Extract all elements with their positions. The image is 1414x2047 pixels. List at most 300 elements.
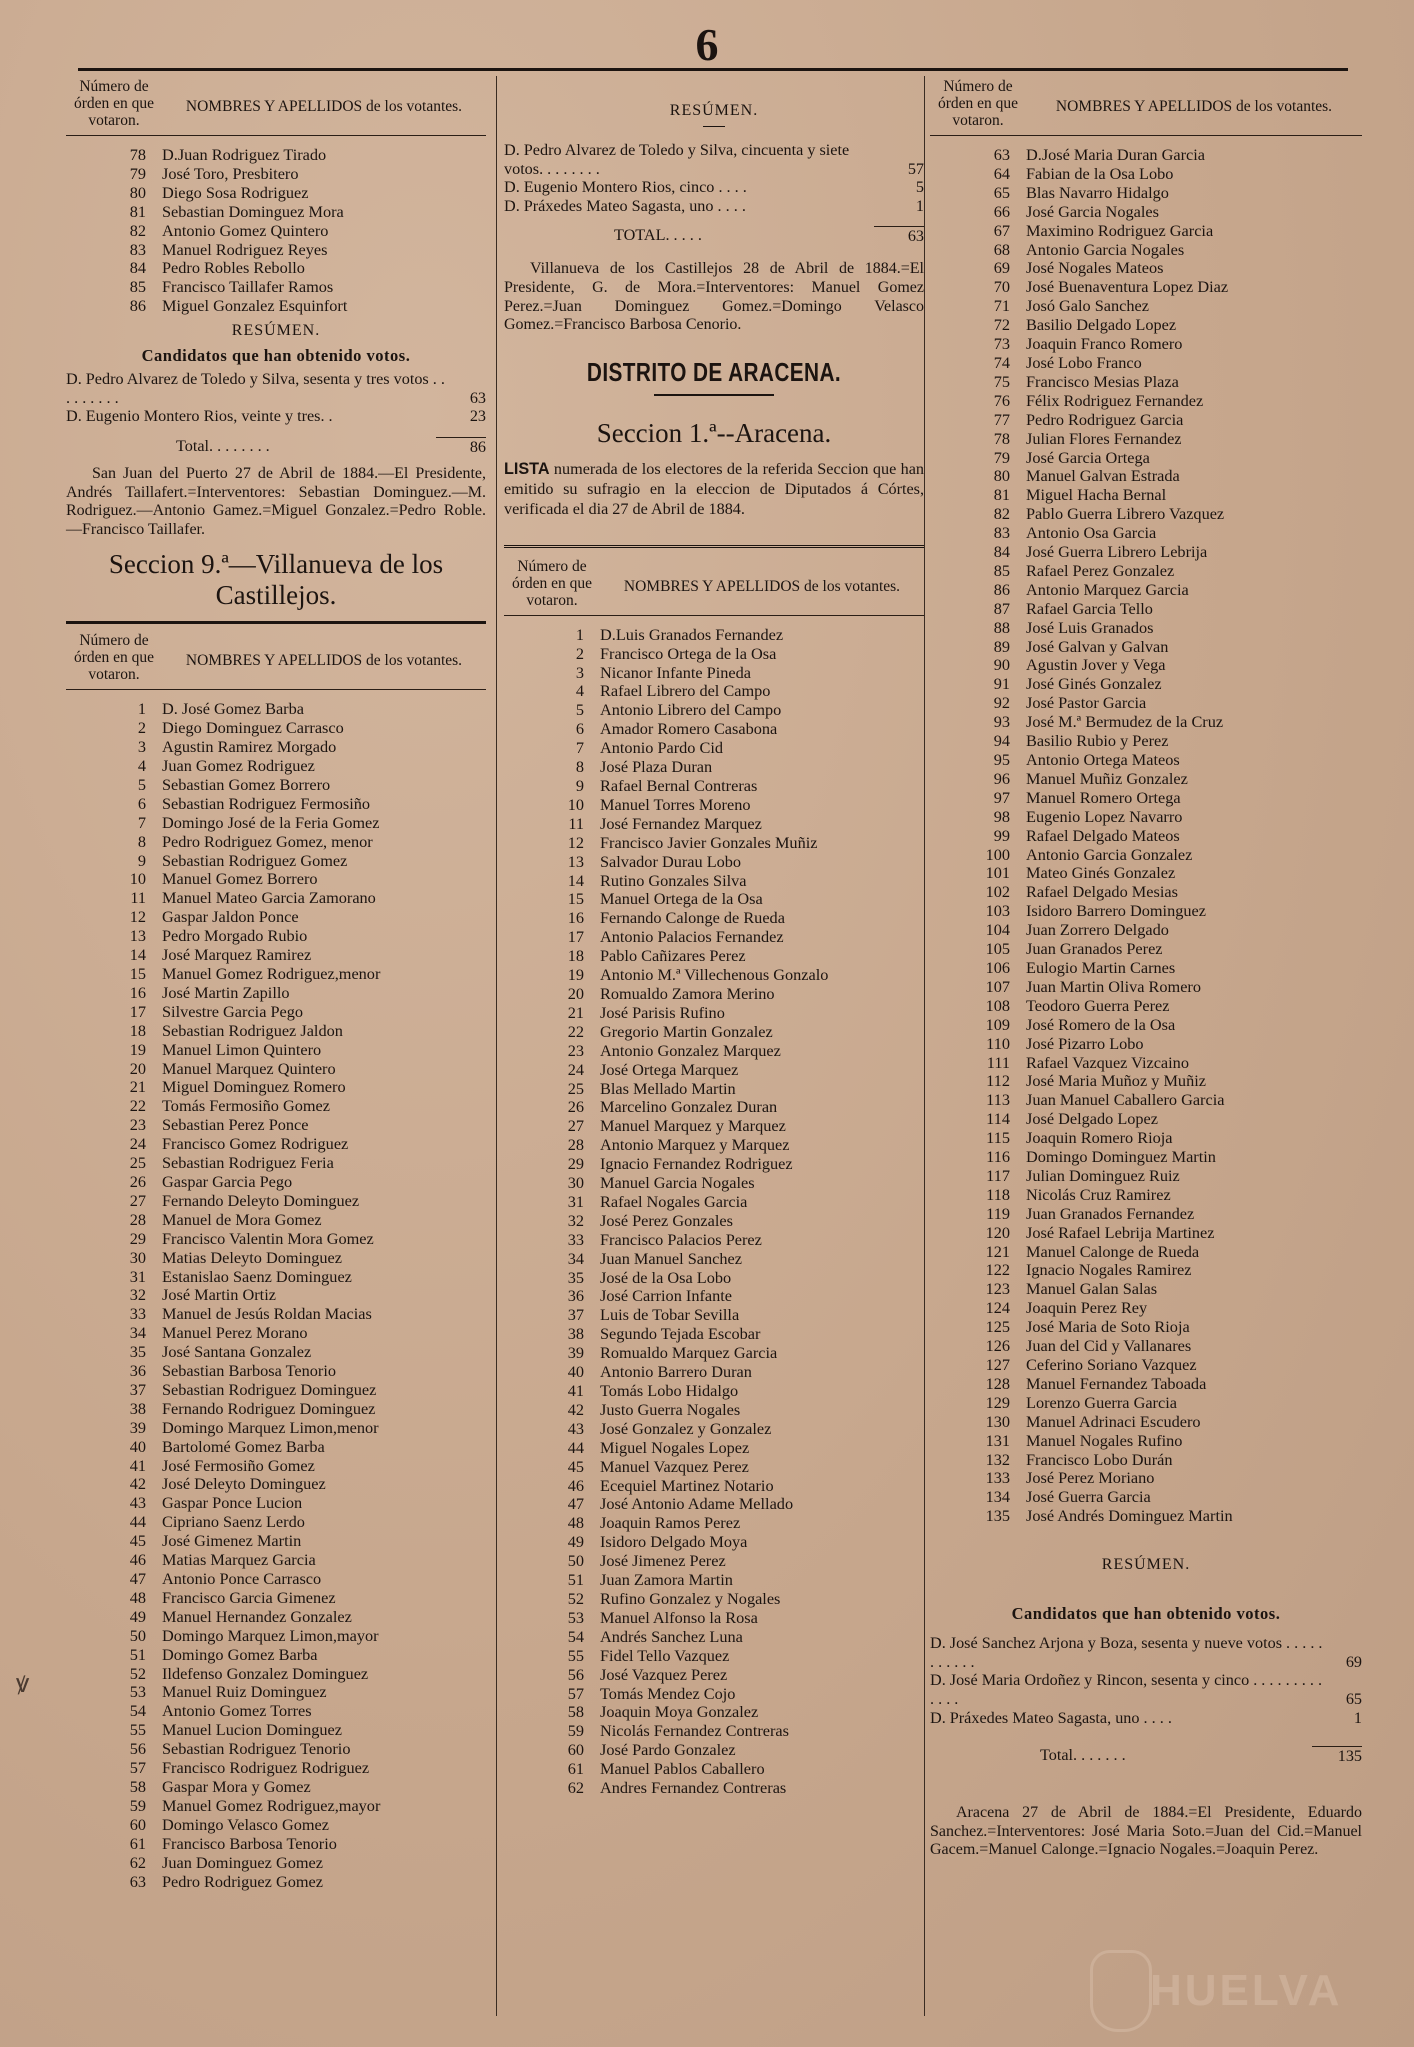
- table-row: [930, 259, 1362, 278]
- order-number: 35: [567, 1267, 584, 1287]
- order-number: 103: [985, 901, 1010, 921]
- voter-name: Manuel Limon Quintero: [162, 1040, 322, 1059]
- order-number: 19: [567, 965, 584, 985]
- voter-name: Amador Romero Casabona: [600, 720, 778, 739]
- header-names: NOMBRES Y APELLIDOS de los votantes.: [185, 652, 463, 670]
- table-row: [66, 1816, 486, 1835]
- voter-name: Francisco Javier Gonzales Muñiz: [600, 833, 818, 852]
- order-number: 14: [129, 945, 146, 965]
- table-row: [504, 872, 924, 891]
- table-row: [930, 770, 1362, 789]
- table-row: [66, 814, 486, 833]
- order-number: 36: [129, 1361, 146, 1381]
- table-row: [930, 297, 1362, 316]
- table-row: [930, 1054, 1362, 1073]
- order-number: 108: [985, 995, 1010, 1015]
- archive-seal-icon: [1090, 1950, 1152, 2032]
- voter-name: Joaquin Perez Rey: [1026, 1299, 1148, 1318]
- order-number: 135: [985, 1506, 1010, 1526]
- table-row: [930, 751, 1362, 770]
- order-number: 99: [993, 825, 1010, 845]
- table-row: [930, 827, 1362, 846]
- table-row: [504, 1741, 924, 1760]
- district-title: DISTRITO DE ARACENA.: [586, 356, 842, 387]
- table-row: [66, 1589, 486, 1608]
- order-number: 37: [129, 1379, 146, 1399]
- table-row: [66, 1060, 486, 1079]
- table-row: [66, 946, 486, 965]
- voter-name: Gaspar Garcia Pego: [162, 1172, 293, 1191]
- total-row: [66, 436, 486, 457]
- order-number: 49: [567, 1532, 584, 1552]
- table-row: [930, 1394, 1362, 1413]
- table-row: [66, 165, 486, 184]
- order-number: 54: [129, 1701, 146, 1721]
- voter-name: Pablo Guerra Librero Vazquez: [1026, 505, 1225, 524]
- table-row: [504, 1420, 924, 1439]
- voter-name: José Luis Granados: [1026, 618, 1154, 637]
- voter-name: Joaquin Moya Gonzalez: [600, 1703, 759, 1722]
- table-row: [504, 1212, 924, 1231]
- order-number: 38: [567, 1324, 584, 1344]
- voter-name: Diego Sosa Rodriguez: [162, 183, 309, 202]
- table-row: [504, 796, 924, 815]
- order-number: 11: [130, 888, 146, 908]
- order-number: 134: [985, 1487, 1010, 1507]
- voter-name: Salvador Durau Lobo: [600, 852, 742, 871]
- order-number: 50: [567, 1551, 584, 1571]
- order-number: 120: [985, 1222, 1010, 1242]
- candidate-votes: 65: [1345, 1689, 1362, 1708]
- table-row: [930, 1488, 1362, 1507]
- table-row: [504, 1514, 924, 1533]
- table-row: [66, 1797, 486, 1816]
- table-row: [930, 316, 1362, 335]
- voter-name: Domingo José de la Feria Gomez: [162, 813, 380, 832]
- ornament-rule: [654, 394, 774, 396]
- order-number: 44: [129, 1512, 146, 1532]
- order-number: 109: [985, 1014, 1010, 1034]
- list-intro: [504, 459, 924, 519]
- table-row: [504, 1647, 924, 1666]
- voter-name: Manuel Ruiz Dominguez: [162, 1683, 327, 1702]
- table-row: [504, 1382, 924, 1401]
- voter-name: Manuel Pablos Caballero: [600, 1760, 765, 1779]
- order-number: 30: [567, 1173, 584, 1193]
- candidate-row: [504, 197, 924, 216]
- voter-name: José Lobo Franco: [1026, 353, 1142, 372]
- candidates-list: [930, 1634, 1362, 1727]
- table-row: [66, 1286, 486, 1305]
- voters-list: [930, 146, 1362, 1526]
- voter-name: Isidoro Delgado Moya: [600, 1533, 748, 1552]
- table-row: [930, 241, 1362, 260]
- voter-name: Juan Manuel Caballero Garcia: [1026, 1091, 1225, 1110]
- voter-name: Teodoro Guerra Perez: [1026, 996, 1170, 1015]
- table-row: [504, 1061, 924, 1080]
- watermark-text: HUELVA: [1150, 1966, 1343, 2015]
- voter-name: Manuel Muñiz Gonzalez: [1026, 769, 1188, 788]
- table-row: [66, 184, 486, 203]
- table-row: [930, 1110, 1362, 1129]
- table-row: [930, 902, 1362, 921]
- section-title: Seccion 1.ª--Aracena.: [596, 417, 832, 448]
- table-row: [504, 1760, 924, 1779]
- table-row: [504, 928, 924, 947]
- voter-name: Antonio Garcia Nogales: [1026, 240, 1185, 259]
- voter-name: José Romero de la Osa: [1026, 1015, 1176, 1034]
- candidate-text: D. José Sanchez Arjona y Boza, sesenta y nueve votos . . . . . . . . . . .: [930, 1634, 1323, 1671]
- voter-name: Rafael Bernal Contreras: [600, 777, 758, 795]
- candidate-row: [504, 178, 924, 197]
- order-number: 57: [567, 1683, 584, 1703]
- candidate-text: D. Práxedes Mateo Sagasta, uno . . . .: [930, 1708, 1172, 1727]
- order-number: 11: [568, 813, 584, 833]
- table-row: [66, 1324, 486, 1343]
- total-value: 63: [874, 226, 924, 246]
- order-number: 61: [129, 1833, 146, 1853]
- total-label: TOTAL. . . . .: [614, 226, 702, 245]
- order-number: 9: [575, 776, 584, 795]
- voter-name: Sebastian Rodriguez Gomez: [162, 851, 348, 870]
- table-row: [930, 146, 1362, 165]
- voter-name: Francisco Rodriguez Rodriguez: [162, 1759, 370, 1778]
- order-number: 110: [986, 1033, 1010, 1053]
- total-value: 135: [1312, 1746, 1362, 1766]
- voter-name: José Garcia Nogales: [1026, 202, 1159, 221]
- voter-name: Cipriano Saenz Lerdo: [162, 1513, 305, 1532]
- order-number: 58: [129, 1776, 146, 1796]
- order-number: 70: [993, 277, 1010, 297]
- voter-name: José M.ª Bermudez de la Cruz: [1026, 713, 1224, 732]
- voter-name: Blas Navarro Hidalgo: [1026, 183, 1169, 202]
- order-number: 104: [985, 920, 1010, 940]
- order-number: 96: [993, 768, 1010, 788]
- table-row: [504, 1117, 924, 1136]
- table-row: [504, 815, 924, 834]
- table-row: [66, 1097, 486, 1116]
- voter-name: Francisco Taillafer Ramos: [162, 278, 334, 297]
- voter-name: Manuel Gomez Rodriguez,menor: [162, 965, 381, 983]
- voter-name: Rafael Vazquez Vizcaino: [1026, 1053, 1189, 1072]
- order-number: 7: [575, 738, 584, 758]
- order-number: 90: [993, 655, 1010, 675]
- voter-name: Fernando Deleyto Dominguez: [162, 1191, 360, 1210]
- voter-name: Antonio Gomez Torres: [162, 1702, 312, 1721]
- order-number: 121: [985, 1241, 1010, 1261]
- double-rule: [504, 545, 924, 548]
- order-number: 4: [575, 681, 584, 701]
- table-row: [930, 732, 1362, 751]
- voter-name: Sebastian Rodriguez Jaldon: [162, 1021, 343, 1040]
- voter-name: Manuel Ortega de la Osa: [600, 890, 763, 909]
- order-number: 39: [567, 1343, 584, 1363]
- order-number: 47: [129, 1569, 146, 1588]
- voter-name: Fabian de la Osa Lobo: [1026, 164, 1174, 183]
- voter-name: José Nogales Mateos: [1026, 259, 1164, 278]
- total-label: Total. . . . . . .: [1040, 1746, 1126, 1765]
- voter-name: José Martin Zapillo: [162, 983, 290, 1002]
- voter-name: Eulogio Martin Carnes: [1026, 958, 1176, 977]
- table-row: [930, 1072, 1362, 1091]
- table-row: [66, 984, 486, 1003]
- order-number: 64: [993, 163, 1010, 183]
- voter-name: Basilio Rubio y Perez: [1026, 732, 1169, 751]
- voter-name: Manuel Mateo Garcia Zamorano: [162, 889, 376, 908]
- voter-name: Domingo Gomez Barba: [162, 1645, 318, 1664]
- voter-name: Juan Zorrero Delgado: [1026, 921, 1169, 940]
- table-row: [66, 1721, 486, 1740]
- voter-name: Joaquin Romero Rioja: [1026, 1129, 1173, 1148]
- voter-name: Sebastian Rodriguez Dominguez: [162, 1380, 377, 1399]
- voter-name: Manuel Galvan Estrada: [1026, 467, 1180, 486]
- candidate-row: [930, 1634, 1362, 1671]
- order-number: 43: [129, 1493, 146, 1513]
- header-order-number: Número de órden en que votaron.: [73, 632, 155, 684]
- order-number: 48: [129, 1587, 146, 1607]
- table-row: [66, 1513, 486, 1532]
- candidate-row: [66, 370, 486, 407]
- voter-name: Pedro Robles Rebollo: [162, 259, 305, 278]
- table-row: [66, 1211, 486, 1230]
- order-number: 102: [985, 882, 1010, 902]
- header-order-number: Número de órden en que votaron.: [937, 78, 1019, 129]
- table-row: [66, 719, 486, 738]
- table-row: [504, 1628, 924, 1647]
- order-number: 56: [567, 1664, 584, 1684]
- voter-name: Ecequiel Martinez Notario: [600, 1476, 774, 1495]
- order-number: 72: [993, 315, 1010, 335]
- table-row: [504, 758, 924, 777]
- table-row: [930, 1016, 1362, 1035]
- voter-name: Manuel Marquez Quintero: [162, 1059, 336, 1078]
- voter-name: José Rafael Lebrija Martinez: [1026, 1223, 1215, 1242]
- table-row: [930, 694, 1362, 713]
- order-number: 84: [993, 542, 1010, 562]
- voter-name: Manuel de Jesús Roldan Macias: [162, 1305, 372, 1324]
- table-row: [504, 1344, 924, 1363]
- voters-table-header: [504, 558, 924, 616]
- voter-name: José Garcia Ortega: [1026, 448, 1150, 467]
- order-number: 18: [129, 1020, 146, 1040]
- table-row: [504, 1703, 924, 1722]
- table-row: [504, 985, 924, 1004]
- table-row: [66, 1702, 486, 1721]
- order-number: 81: [993, 485, 1010, 505]
- table-row: [66, 1873, 486, 1892]
- voter-name: Juan Manuel Sanchez: [600, 1249, 742, 1268]
- voter-name: Francisco Garcia Gimenez: [162, 1588, 336, 1607]
- voter-name: Antonio Marquez y Marquez: [600, 1136, 790, 1155]
- order-number: 5: [575, 700, 584, 720]
- table-row: [930, 808, 1362, 827]
- voter-name: Juan Gomez Rodriguez: [162, 757, 315, 776]
- order-number: 18: [567, 946, 584, 966]
- voter-name: José Maria de Soto Rioja: [1026, 1318, 1190, 1337]
- order-number: 28: [567, 1135, 584, 1155]
- voter-name: Matias Marquez Garcia: [162, 1551, 316, 1570]
- order-number: 25: [129, 1153, 146, 1173]
- table-row: [504, 1155, 924, 1174]
- voter-name: Pedro Rodriguez Gomez: [162, 1872, 323, 1891]
- table-row: [66, 1249, 486, 1268]
- order-number: 131: [985, 1430, 1010, 1450]
- table-row: [66, 1665, 486, 1684]
- candidate-text: D. Práxedes Mateo Sagasta, uno . . . .: [504, 196, 746, 215]
- table-row: [66, 1683, 486, 1702]
- order-number: 22: [567, 1021, 584, 1041]
- voter-name: Félix Rodriguez Fernandez: [1026, 391, 1204, 410]
- order-number: 133: [985, 1468, 1010, 1488]
- order-number: 34: [129, 1323, 146, 1343]
- voter-name: Miguel Gonzalez Esquinfort: [162, 297, 348, 316]
- order-number: 117: [986, 1165, 1010, 1185]
- voter-name: Francisco Lobo Durán: [1026, 1450, 1173, 1469]
- table-row: [504, 739, 924, 758]
- column-divider: [924, 76, 925, 2016]
- acta-text: San Juan del Puerto 27 de Abril de 1884.—El Presidente, Andrés Taillafert.=Interventores: Sebastian Dominguez.—M. Rodriguez.—Antonio Gamez.=Miguel Gonzalez.=Pedro Roble.—Francisco Taillafer.: [66, 464, 486, 538]
- order-number: 50: [129, 1625, 146, 1645]
- voter-name: Ceferino Soriano Vazquez: [1026, 1356, 1197, 1374]
- table-row: [66, 146, 486, 165]
- voter-name: Andres Fernandez Contreras: [600, 1779, 787, 1798]
- candidate-votes: 1: [915, 196, 924, 215]
- table-row: [66, 908, 486, 927]
- table-row: [930, 1413, 1362, 1432]
- order-number: 98: [993, 806, 1010, 826]
- voter-name: Manuel de Mora Gomez: [162, 1210, 322, 1229]
- order-number: 13: [129, 926, 146, 946]
- voter-name: José Fermosiño Gomez: [162, 1456, 315, 1475]
- voter-name: Manuel Romero Ortega: [1026, 788, 1181, 807]
- voter-name: Francisco Valentin Mora Gomez: [162, 1229, 374, 1248]
- order-number: 60: [129, 1814, 146, 1834]
- order-number: 21: [567, 1002, 584, 1022]
- table-row: [930, 165, 1362, 184]
- table-row: [66, 241, 486, 260]
- table-row: [930, 1469, 1362, 1488]
- voter-name: José Gimenez Martin: [162, 1532, 302, 1551]
- order-number: 25: [567, 1078, 584, 1098]
- order-number: 26: [567, 1097, 584, 1117]
- voter-name: Gregorio Martin Gonzalez: [600, 1022, 773, 1041]
- voter-name: Gaspar Ponce Lucion: [162, 1494, 303, 1513]
- order-number: 86: [993, 579, 1010, 599]
- voter-name: Rafael Delgado Mesias: [1026, 883, 1178, 902]
- header-names: NOMBRES Y APELLIDOS de los votantes.: [1055, 98, 1333, 115]
- table-row: [930, 1451, 1362, 1470]
- candidates-list: [66, 370, 486, 426]
- order-number: 126: [985, 1336, 1010, 1356]
- order-number: 124: [985, 1298, 1010, 1318]
- voter-name: José Ginés Gonzalez: [1026, 675, 1162, 694]
- table-row: [66, 795, 486, 814]
- voter-name: José Guerra Garcia: [1026, 1488, 1151, 1507]
- table-row: [66, 1135, 486, 1154]
- voter-name: José Toro, Presbitero: [162, 164, 299, 183]
- voter-name: Manuel Gomez Rodriguez,mayor: [162, 1796, 381, 1815]
- table-row: [66, 1457, 486, 1476]
- order-number: 54: [567, 1626, 584, 1646]
- order-number: 53: [129, 1682, 146, 1702]
- table-row: [66, 278, 486, 297]
- order-number: 76: [993, 390, 1010, 410]
- table-row: [930, 1035, 1362, 1054]
- voter-name: Manuel Hernandez Gonzalez: [162, 1607, 352, 1626]
- table-row: [66, 1419, 486, 1438]
- order-number: 24: [129, 1134, 146, 1154]
- voter-name: Lorenzo Guerra Garcia: [1026, 1393, 1177, 1412]
- voter-name: Pablo Cañizares Perez: [600, 947, 746, 966]
- voter-name: Juan Zamora Martin: [600, 1571, 733, 1590]
- voter-name: Julian Flores Fernandez: [1026, 429, 1182, 448]
- voter-name: José Buenaventura Lopez Diaz: [1026, 278, 1229, 297]
- table-row: [930, 1224, 1362, 1243]
- voter-name: Rafael Nogales Garcia: [600, 1192, 748, 1211]
- order-number: 130: [985, 1411, 1010, 1431]
- table-row: [504, 1666, 924, 1685]
- voter-name: Manuel Nogales Rufino: [1026, 1431, 1183, 1450]
- voters-table-header: [66, 632, 486, 690]
- top-rule: [78, 68, 1348, 71]
- voter-name: José Jimenez Perez: [600, 1552, 726, 1571]
- order-number: 13: [567, 851, 584, 871]
- voter-name: Ignacio Fernandez Rodriguez: [600, 1155, 793, 1174]
- table-row: [504, 1401, 924, 1420]
- short-rule: [703, 126, 725, 127]
- voter-name: Tomás Fermosiño Gomez: [162, 1097, 330, 1116]
- order-number: 73: [993, 334, 1010, 354]
- header-order-number: Número de órden en que votaron.: [511, 557, 593, 609]
- order-number: 41: [567, 1381, 584, 1400]
- table-row: [504, 1023, 924, 1042]
- acta-text: Villanueva de los Castillejos 28 de Abril de 1884.=El Presidente, G. de Mora.=Interventores: Manuel Gomez Perez.=Juan Dominguez Gomez.=Domingo Velasco Gomez.=Francisco Barbosa Cenorio.: [504, 260, 924, 334]
- table-row: [66, 1116, 486, 1135]
- order-number: 15: [567, 889, 584, 909]
- order-number: 78: [129, 145, 146, 164]
- voter-name: Sebastian Rodriguez Tenorio: [162, 1740, 351, 1759]
- voter-name: Mateo Ginés Gonzalez: [1026, 864, 1176, 883]
- order-number: 127: [985, 1355, 1010, 1374]
- table-row: [930, 1337, 1362, 1356]
- voter-name: Antonio Gomez Quintero: [162, 221, 329, 240]
- voter-name: Juan Granados Perez: [1026, 940, 1163, 959]
- order-number: 113: [986, 1090, 1010, 1110]
- order-number: 35: [129, 1342, 146, 1362]
- voter-name: Matias Deleyto Dominguez: [162, 1248, 342, 1267]
- voter-name: José de la Osa Lobo: [600, 1268, 732, 1287]
- order-number: 42: [567, 1399, 584, 1419]
- order-number: 106: [985, 957, 1010, 977]
- voters-table-header: [66, 78, 486, 136]
- table-row: [504, 909, 924, 928]
- order-number: 59: [129, 1795, 146, 1815]
- order-number: 91: [993, 674, 1010, 694]
- table-row: [66, 1778, 486, 1797]
- table-row: [930, 449, 1362, 468]
- voter-name: Agustin Ramirez Morgado: [162, 738, 337, 757]
- table-row: [504, 1685, 924, 1704]
- order-number: 83: [993, 523, 1010, 543]
- order-number: 51: [567, 1570, 584, 1590]
- order-number: 62: [567, 1778, 584, 1798]
- candidate-text: D. José Maria Ordoñez y Rincon, sesenta y cinco . . . . . . . . . . . . .: [930, 1671, 1323, 1708]
- order-number: 123: [985, 1279, 1010, 1299]
- table-row: [504, 1458, 924, 1477]
- order-number: 86: [129, 296, 146, 316]
- voter-name: José Gonzalez y Gonzalez: [600, 1419, 772, 1438]
- order-number: 93: [993, 712, 1010, 732]
